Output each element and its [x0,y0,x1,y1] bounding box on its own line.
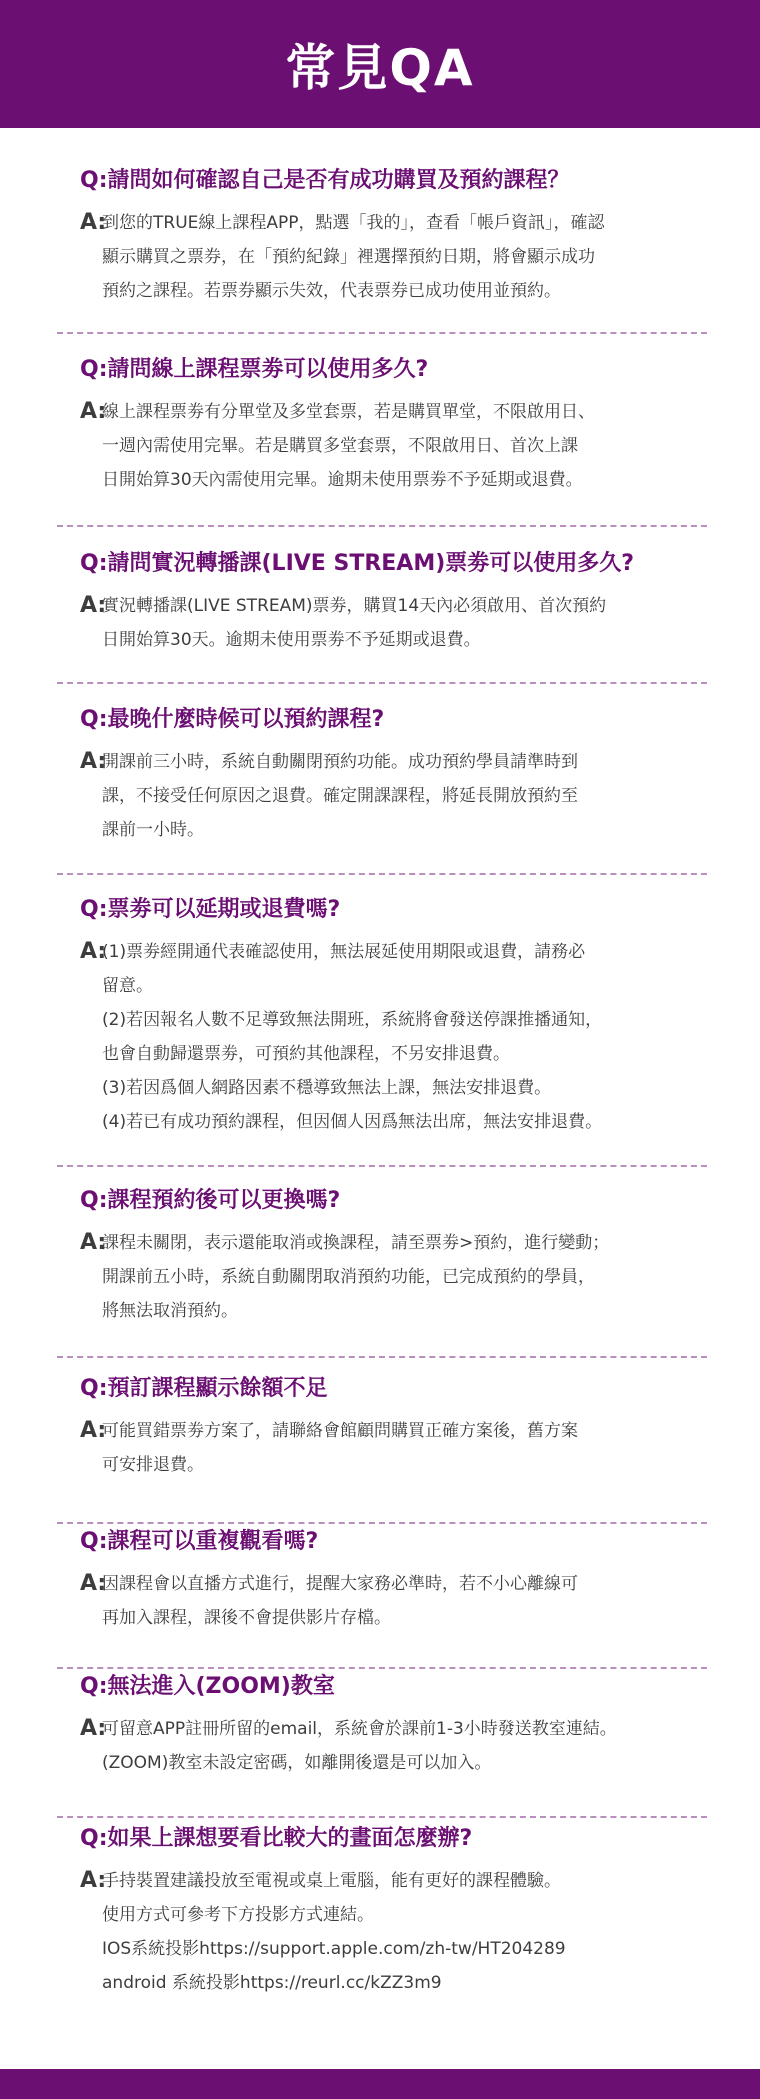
answer-line: 線上課程票劵有分單堂及多堂套票，若是購買單堂，不限啟用日、 [102,402,595,422]
answer-line: IOS系統投影https://support.apple.com/zh-tw/HT204289 [102,1939,566,1959]
dashed-divider [57,1522,707,1524]
faq-question: Q:課程預約後可以更換嗎? [80,1188,341,1213]
answer-prefix: A: [80,749,107,774]
answer-line: 再加入課程，課後不會提供影片存檔。 [102,1608,391,1628]
answer-line: 課程未關閉，表示還能取消或換課程，請至票劵>預約，進行變動； [102,1233,610,1253]
answer-line: 使用方式可參考下方投影方式連結。 [102,1905,374,1925]
faq-answer [80,1864,700,2000]
answer-prefix: A: [80,1230,107,1255]
faq-item [0,547,760,657]
answer-text [80,1864,700,2000]
faq-question: Q:請問如何確認自己是否有成功購買及預約課程？ [80,168,570,193]
answer-line: 可能買錯票劵方案了，請聯絡會館顧問購買正確方案後，舊方案 [102,1421,578,1441]
dashed-divider [57,1667,707,1669]
dashed-divider [57,525,707,527]
answer-prefix: A: [80,210,107,235]
dashed-divider [57,873,707,875]
faq-item [0,353,760,497]
faq-question: Q:如果上課想要看比較大的畫面怎麼辦? [80,1826,473,1851]
answer-line: (3)若因爲個人網路因素不穩導致無法上課，無法安排退費。 [102,1078,552,1098]
faq-item [0,1372,760,1482]
footer-bar [0,2069,760,2099]
answer-prefix: A: [80,1418,107,1443]
answer-line: 課，不接受任何原因之退費。確定開課課程，將延長開放預約至 [102,786,578,806]
answer-line: (ZOOM)教室未設定密碼，如離開後還是可以加入。 [102,1753,492,1773]
answer-line: 留意。 [102,976,153,996]
answer-line: 顯示購買之票券，在「預約紀錄」裡選擇預約日期，將會顯示成功 [102,247,595,267]
faq-answer [80,206,700,308]
faq-question: Q:請問線上課程票劵可以使用多久? [80,357,429,382]
page-title: 常見QA [285,39,475,97]
faq-answer [80,395,700,497]
answer-prefix: A: [80,1571,107,1596]
faq-answer [80,1712,700,1780]
faq-answer [80,1567,700,1635]
answer-line: 預約之課程。若票券顯示失效，代表票券已成功使用並預約。 [102,281,561,301]
answer-line: 手持裝置建議投放至電視或桌上電腦，能有更好的課程體驗。 [102,1871,561,1891]
faq-question: Q:票劵可以延期或退費嗎? [80,897,341,922]
page-header [0,0,760,128]
answer-text [80,1414,700,1482]
faq-answer [80,1226,700,1328]
answer-text [80,395,700,497]
answer-prefix: A: [80,939,107,964]
faq-question: Q:課程可以重複觀看嗎? [80,1529,319,1554]
answer-line: (1)票劵經開通代表確認使用，無法展延使用期限或退費，請務必 [102,942,586,962]
answer-line: (4)若已有成功預約課程，但因個人因爲無法出席，無法安排退費。 [102,1112,603,1132]
faq-answer [80,935,700,1139]
answer-line: 日開始算30天。逾期未使用票劵不予延期或退費。 [102,630,481,650]
answer-text [80,1226,700,1328]
answer-line: 開課前三小時，系統自動關閉預約功能。成功預約學員請準時到 [102,752,578,772]
answer-prefix: A: [80,399,107,424]
answer-line: 將無法取消預約。 [102,1301,238,1321]
faq-question: Q:無法進入(ZOOM)教室 [80,1674,335,1699]
answer-line: 因課程會以直播方式進行，提醒大家務必準時，若不小心離線可 [102,1574,578,1594]
dashed-divider [57,1165,707,1167]
answer-prefix: A: [80,1868,107,1893]
faq-question: Q:最晚什麼時候可以預約課程? [80,707,385,732]
faq-question: Q:預訂課程顯示餘額不足 [80,1376,328,1401]
dashed-divider [57,1356,707,1358]
answer-text [80,1712,700,1780]
faq-answer [80,1414,700,1482]
answer-line: 課前一小時。 [102,820,204,840]
answer-text [80,1567,700,1635]
faq-answer [80,745,700,847]
answer-line: (2)若因報名人數不足導致無法開班，系統將會發送停課推播通知， [102,1010,603,1030]
dashed-divider [57,682,707,684]
faq-item [0,1822,760,2000]
dashed-divider [57,1816,707,1818]
answer-text [80,589,700,657]
answer-line: android 系統投影https://reurl.cc/kZZ3m9 [102,1973,442,1993]
answer-line: 開課前五小時，系統自動關閉取消預約功能，已完成預約的學員， [102,1267,595,1287]
answer-prefix: A: [80,593,107,618]
faq-item [0,1670,760,1780]
faq-answer [80,589,700,657]
faq-item [0,893,760,1139]
answer-text [80,206,700,308]
dashed-divider [57,332,707,334]
faq-question: Q:請問實況轉播課(LIVE STREAM)票劵可以使用多久? [80,551,635,576]
answer-line: 實況轉播課(LIVE STREAM)票劵，購買14天內必須啟用、首次預約 [102,596,607,616]
answer-line: 一週內需使用完畢。若是購買多堂套票，不限啟用日、首次上課 [102,436,578,456]
faq-item [0,703,760,847]
answer-text [80,935,700,1139]
answer-line: 可留意APP註冊所留的email，系統會於課前1-3小時發送教室連結。 [102,1719,617,1739]
faq-item [0,164,760,308]
faq-item [0,1184,760,1328]
answer-line: 到您的TRUE線上課程APP，點選「我的」，查看「帳戶資訊」，確認 [102,213,605,233]
answer-line: 也會自動歸還票劵，可預約其他課程，不另安排退費。 [102,1044,510,1064]
answer-line: 可安排退費。 [102,1455,204,1475]
answer-prefix: A: [80,1716,107,1741]
faq-item [0,1525,760,1635]
answer-text [80,745,700,847]
answer-line: 日開始算30天內需使用完畢。逾期未使用票劵不予延期或退費。 [102,470,583,490]
